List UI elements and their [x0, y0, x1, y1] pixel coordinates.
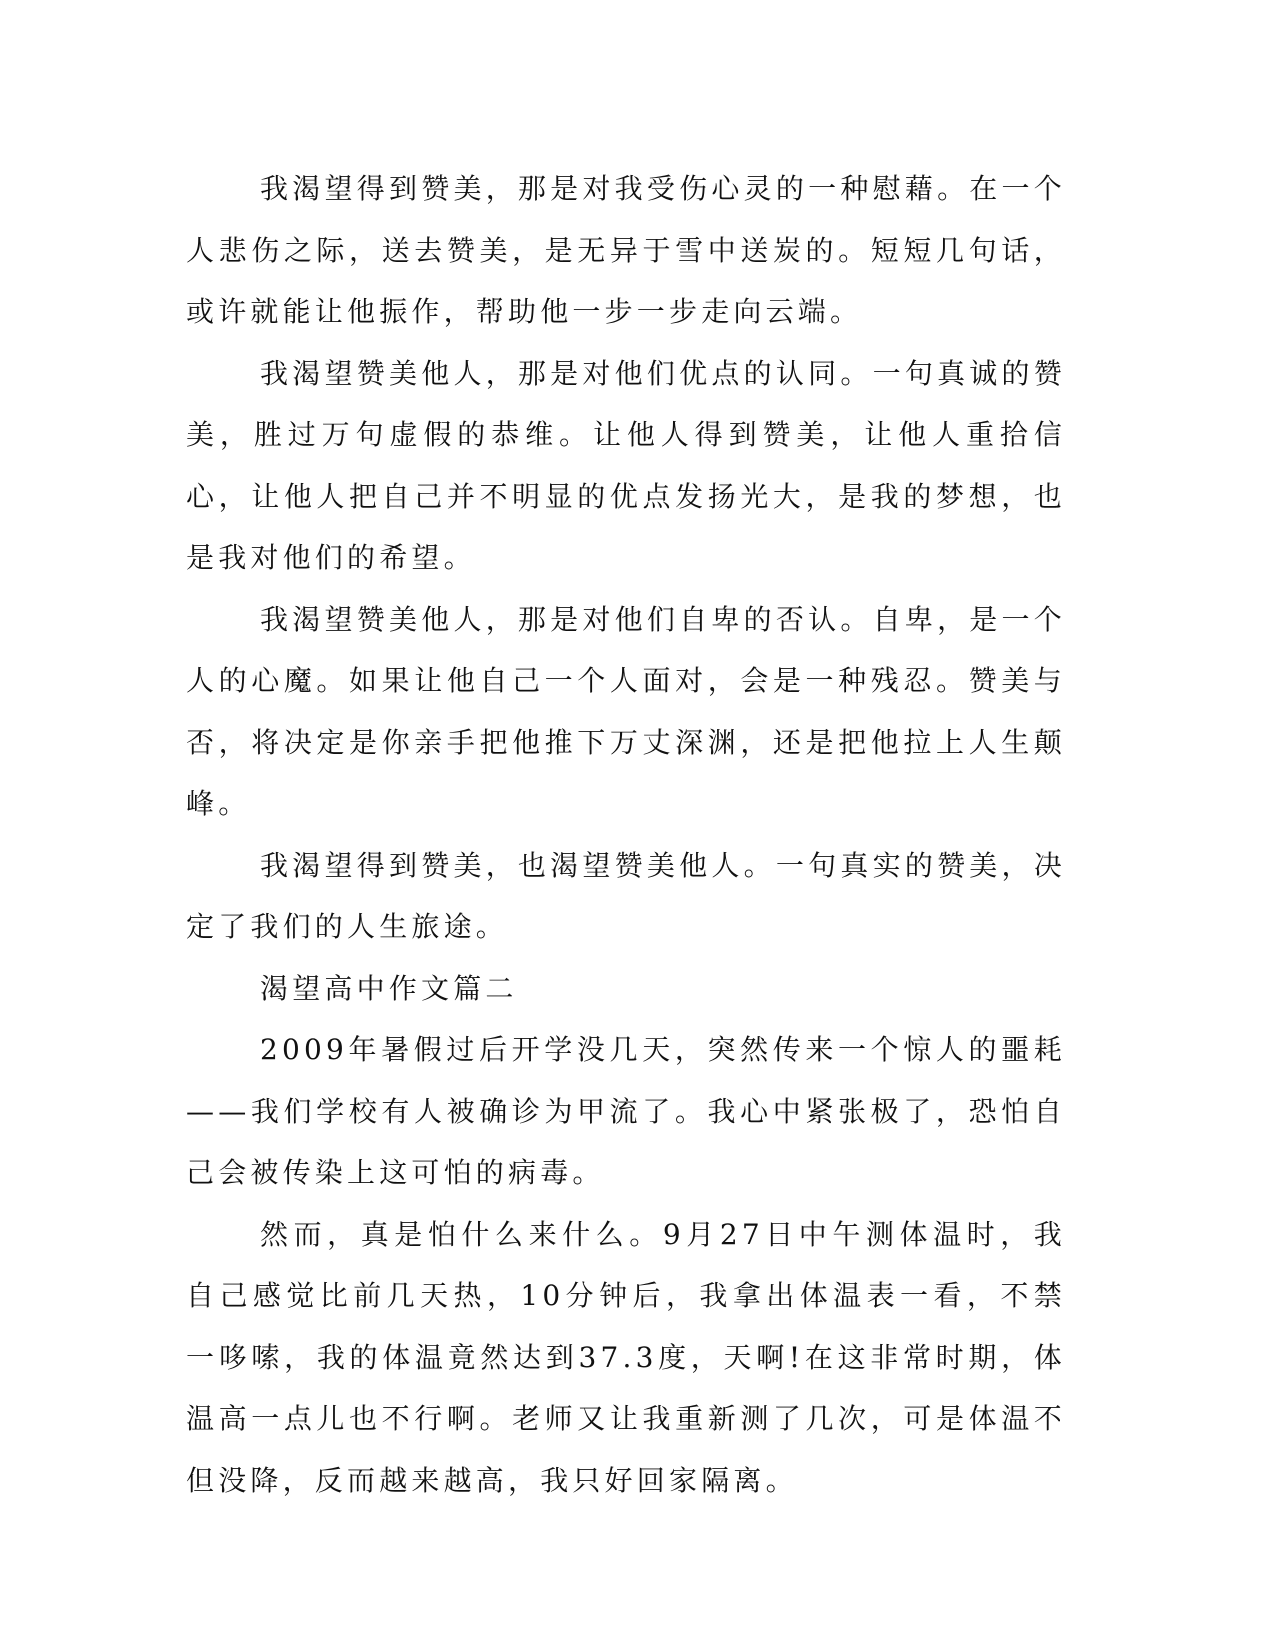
- paragraph-praise-conclusion: 我渴望得到赞美，也渴望赞美他人。一句真实的赞美，决定了我们的人生旅途。: [186, 848, 1066, 943]
- paragraph-praise-others-inferiority: 我渴望赞美他人，那是对他们自卑的否认。自卑，是一个人的心魔。如果让他自己一个人面对，会是一种残忍。赞美与否，将决定是你亲手把他推下万丈深渊，还是把他拉上人生颠峰。: [186, 602, 1066, 820]
- section-heading: 渴望高中作文篇二: [260, 971, 518, 1005]
- paragraph-praise-others-merits: 我渴望赞美他人，那是对他们优点的认同。一句真诚的赞美，胜过万句虚假的恭维。让他人得到赞美，让他人重拾信心，让他人把自己并不明显的优点发扬光大，是我的梦想，也是我对他们的希望。: [186, 356, 1066, 574]
- paragraph-praise-comfort: 我渴望得到赞美，那是对我受伤心灵的一种慰藉。在一个人悲伤之际，送去赞美，是无异于雪中送炭的。短短几句话，或许就能让他振作，帮助他一步一步走向云端。: [186, 172, 1066, 328]
- document-body: [186, 158, 1066, 1511]
- paragraph-temperature: 然而，真是怕什么来什么。9月27日中午测体温时，我自己感觉比前几天热，10分钟后，我拿出体温表一看，不禁一哆嗦，我的体温竟然达到37.3度，天啊!在这非常时期，体温高一点儿也不行啊。老师又让我重新测了几次，可是体温不但没降，反而越来越高，我只好回家隔离。: [186, 1217, 1066, 1497]
- paragraph-flu-news: 2009年暑假过后开学没几天，突然传来一个惊人的噩耗——我们学校有人被确诊为甲流了。我心中紧张极了，恐怕自己会被传染上这可怕的病毒。: [186, 1033, 1066, 1189]
